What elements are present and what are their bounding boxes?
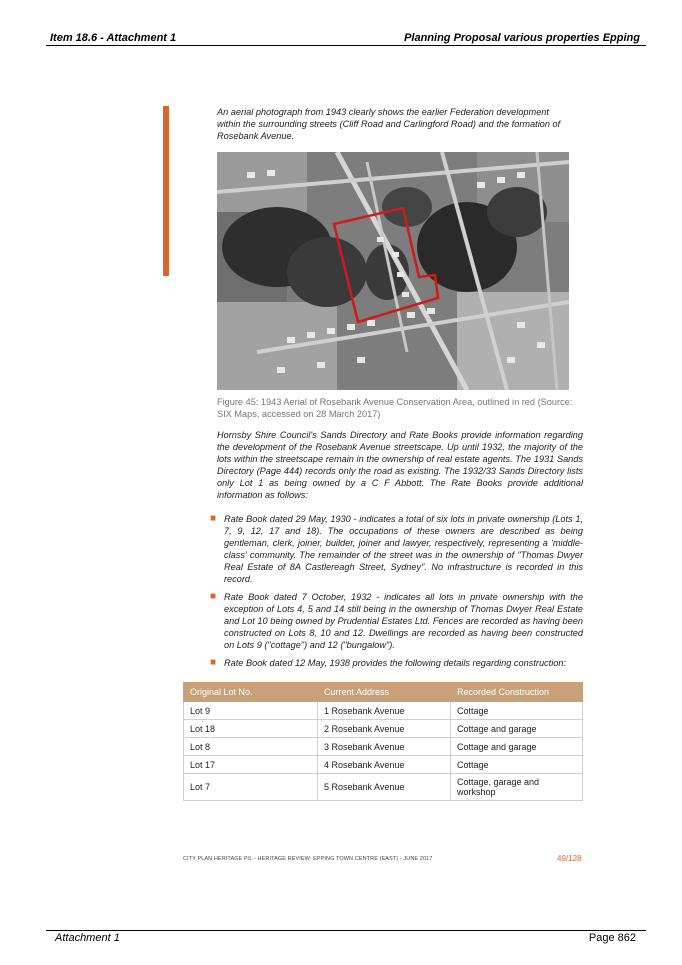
table-cell: Cottage	[451, 702, 583, 720]
intro-paragraph: An aerial photograph from 1943 clearly shows the earlier Federation development within the surrounding streets (Cliff Road and Carlingford Road) and the formation of Rosebank Avenue.	[217, 107, 561, 141]
table-cell: Cottage	[451, 756, 583, 774]
bullet-icon: ■	[210, 513, 217, 524]
list-item-text: Rate Book dated 7 October, 1932 - indicates all lots in private ownership with the exception of Lots 4, 5 and 14 still being in the ownership of Thomas Dwyer Real Estate and Lot 10 being owned by Prudential Estates Ltd. Fences are recorded as having been constructed on Lots 8, 10 and 12. Dwellings are recorded as having been constructed on Lots 9 ("cottage") and 12 ("bungalow").	[224, 592, 583, 650]
list-item-text: Rate Book dated 29 May, 1930 - indicates a total of six lots in private ownership (Lots 1, 7, 9, 12, 17 and 18). The occupations of these owners are described as being gentleman, clerk, joiner, builder, joiner and lawyer, respectively, representing a 'middle-class' community. The remainder of the street was in the ownership of "Thomas Dwyer Real Estate of 8A Castlereagh Street, Sydney". No infrastructure is recorded in this record.	[224, 514, 583, 584]
construction-table	[183, 682, 583, 801]
header-divider	[46, 45, 646, 46]
report-page-number: 49/128	[557, 854, 582, 863]
table-cell: Cottage, garage and workshop	[451, 774, 583, 801]
table-cell: 1 Rosebank Avenue	[318, 702, 451, 720]
bottom-divider	[46, 930, 646, 931]
table-cell: Lot 8	[184, 738, 318, 756]
table-cell: Lot 9	[184, 702, 318, 720]
table-cell: 4 Rosebank Avenue	[318, 756, 451, 774]
table-row	[184, 756, 583, 774]
table-cell: 2 Rosebank Avenue	[318, 720, 451, 738]
column-header-address: Current Address	[318, 683, 451, 702]
header-item-label: Item 18.6 - Attachment 1	[50, 32, 177, 44]
figure-caption: Figure 45: 1943 Aerial of Rosebank Avenue Conservation Area, outlined in red (Source: SIX Maps, accessed on 28 March 2017)	[217, 397, 573, 419]
table-row	[184, 738, 583, 756]
page-number: Page 862	[588, 932, 636, 944]
table-cell: Cottage and garage	[451, 738, 583, 756]
table-cell: Lot 17	[184, 756, 318, 774]
list-item	[208, 591, 583, 651]
table-row	[184, 774, 583, 801]
table-cell: Lot 7	[184, 774, 318, 801]
history-paragraph: Hornsby Shire Council's Sands Directory and Rate Books provide information regarding the development of the Rosebank Avenue streetscape. Up until 1932, the majority of the lots within the streetscape remain in the ownership of real estate agents. The 1931 Sands Directory (Page 444) records only the road as existing. The 1932/33 Sands Directory lists only Lot 1 as being owned by a C F Abbott. The Rate Books provide additional information as follows:	[217, 430, 583, 500]
table-row	[184, 720, 583, 738]
aerial-photograph	[217, 152, 569, 390]
table-cell: 5 Rosebank Avenue	[318, 774, 451, 801]
table-cell: Cottage and garage	[451, 720, 583, 738]
aerial-photo-illustration	[217, 152, 569, 390]
list-item-text: Rate Book dated 12 May, 1938 provides the following details regarding construction:	[224, 658, 567, 668]
table-row	[184, 702, 583, 720]
attachment-label: Attachment 1	[55, 932, 120, 944]
table-cell: 3 Rosebank Avenue	[318, 738, 451, 756]
column-header-construction: Recorded Construction	[451, 683, 583, 702]
column-header-lot: Original Lot No.	[184, 683, 318, 702]
bullet-icon: ■	[210, 657, 217, 668]
table-cell: Lot 18	[184, 720, 318, 738]
list-item	[208, 513, 583, 585]
table-header-row	[184, 683, 583, 702]
header-document-title: Planning Proposal various properties Epping	[404, 32, 640, 44]
report-footer-line: CITY PLAN HERITAGE P/L - HERITAGE REVIEW: EPPING TOWN CENTRE (EAST) - JUNE 2017	[183, 856, 433, 862]
bullet-icon: ■	[210, 591, 217, 602]
list-item	[208, 657, 583, 669]
rate-book-list	[208, 513, 583, 675]
section-accent-bar	[163, 106, 169, 276]
